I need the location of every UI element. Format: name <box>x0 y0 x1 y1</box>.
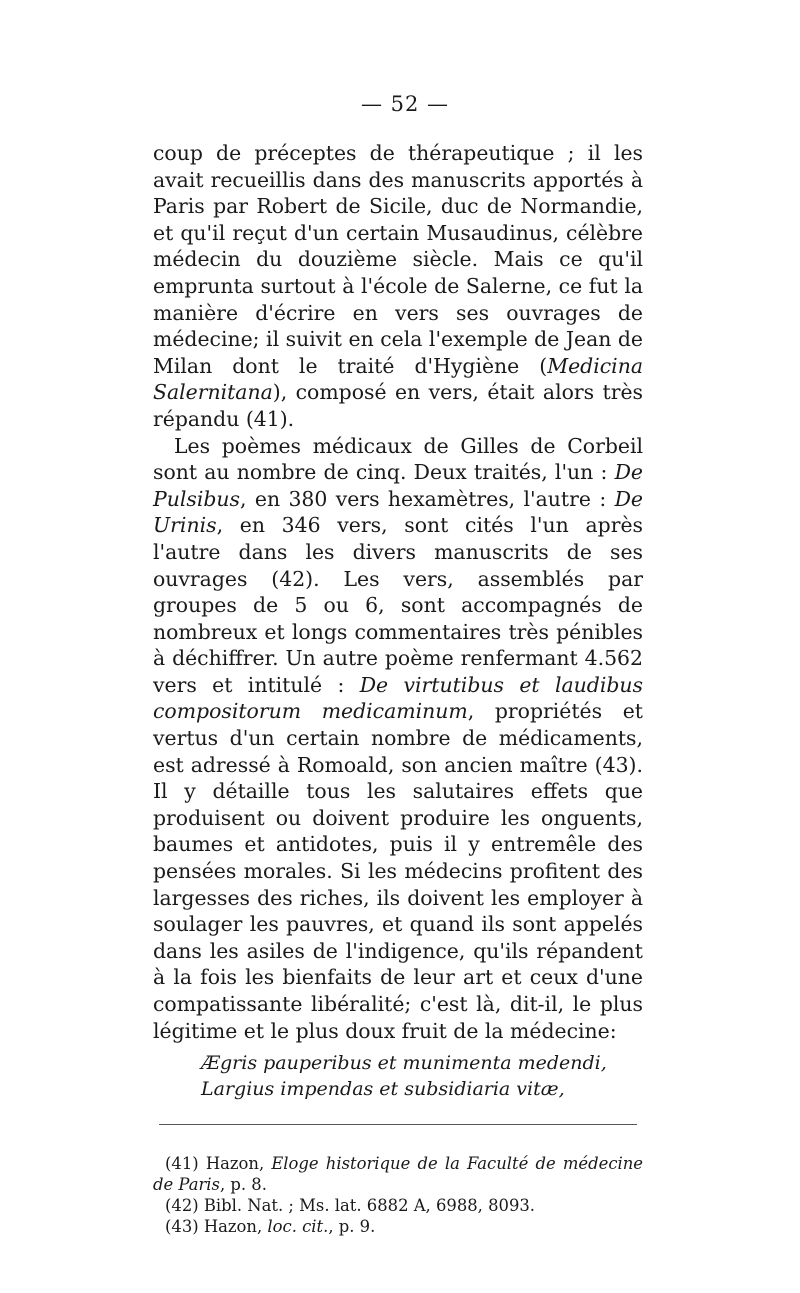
text-run: ), composé en vers, était alors très répandu (41). <box>153 380 643 431</box>
text-run: , en 346 vers, sont cités l'un après l'autre dans les divers manuscrits de ses ouvrages (42). Les vers, assemblés par groupes de 5 ou 6, sont accompagnés de nombreux et longs commentaires très pénibles à déchiffrer. Un autre poème renfermant 4.562 vers et intitulé : <box>153 513 643 697</box>
verse-line: Ægris pauperibus et munimenta medendi, <box>201 1052 607 1075</box>
italic-text: De Urinis <box>153 486 643 538</box>
italic-text: Eloge historique de la Faculté de médecine de Paris <box>153 1154 643 1195</box>
paragraph <box>153 433 643 1045</box>
book-page <box>153 92 643 1237</box>
italic-text: Medicina Salernitana <box>153 353 643 405</box>
text-run: , p. 9. <box>328 1217 376 1237</box>
text-run: , en 380 vers hexamètres, l'autre : <box>240 486 615 511</box>
footnote <box>153 1195 643 1216</box>
page-number: — 52 — <box>360 92 450 116</box>
footnotes <box>153 1153 643 1237</box>
text-run: , p. 8. <box>219 1175 267 1195</box>
italic-text: De Pulsibus <box>153 460 643 511</box>
text-run: (41) Hazon, <box>165 1154 272 1174</box>
italic-text: De virtutibus et laudibus compositorum medicaminum <box>153 672 644 724</box>
italic-text: loc. cit. <box>267 1217 329 1237</box>
text-run: (43) Hazon, <box>165 1217 268 1237</box>
latin-verse <box>201 1050 643 1102</box>
text-run: , propriétés et vertus d'un certain nombre de médicaments, est adressé à Romoald, son ancien maître (43). Il y détaille tous les salutaires effets que produisent ou doivent produire les onguents, baumes et antidotes, puis il y entremêle des pensées morales. Si les médecins profitent des largesses des riches, ils doivent les employer à soulager les pauvres, et quand ils sont appelés dans les asiles de l'indigence, qu'ils répandent à la fois les bienfaits de leur art et ceux d'une compatissante libéralité; c'est là, dit-il, le plus légitime et le plus doux fruit de la médecine: <box>153 699 643 1043</box>
footnote <box>153 1216 643 1237</box>
paragraph <box>153 140 643 433</box>
footnote-separator <box>159 1124 637 1125</box>
verse-line: Largius impendas et subsidiaria vitæ, <box>201 1078 565 1101</box>
text-run: Les poèmes médicaux de Gilles de Corbeil sont au nombre de cinq. Deux traités, l'un : <box>153 433 643 485</box>
footnote <box>153 1153 643 1195</box>
text-run: coup de préceptes de thérapeutique ; il les avait recueillis dans des manuscrits apportés à Paris par Robert de Sicile, duc de Normandie, et qu'il reçut d'un certain Musaudinus, célèbre médecin du douzième siècle. Mais ce qu'il emprunta surtout à l'école de Salerne, ce fut la manière d'écrire en vers ses ouvrages de médecine; il suivit en cela l'exemple de Jean de Milan dont le traité d'Hygiène ( <box>153 141 643 378</box>
body-text <box>153 140 643 1044</box>
text-run: (42) Bibl. Nat. ; Ms. lat. 6882 A, 6988, 8093. <box>165 1196 536 1216</box>
